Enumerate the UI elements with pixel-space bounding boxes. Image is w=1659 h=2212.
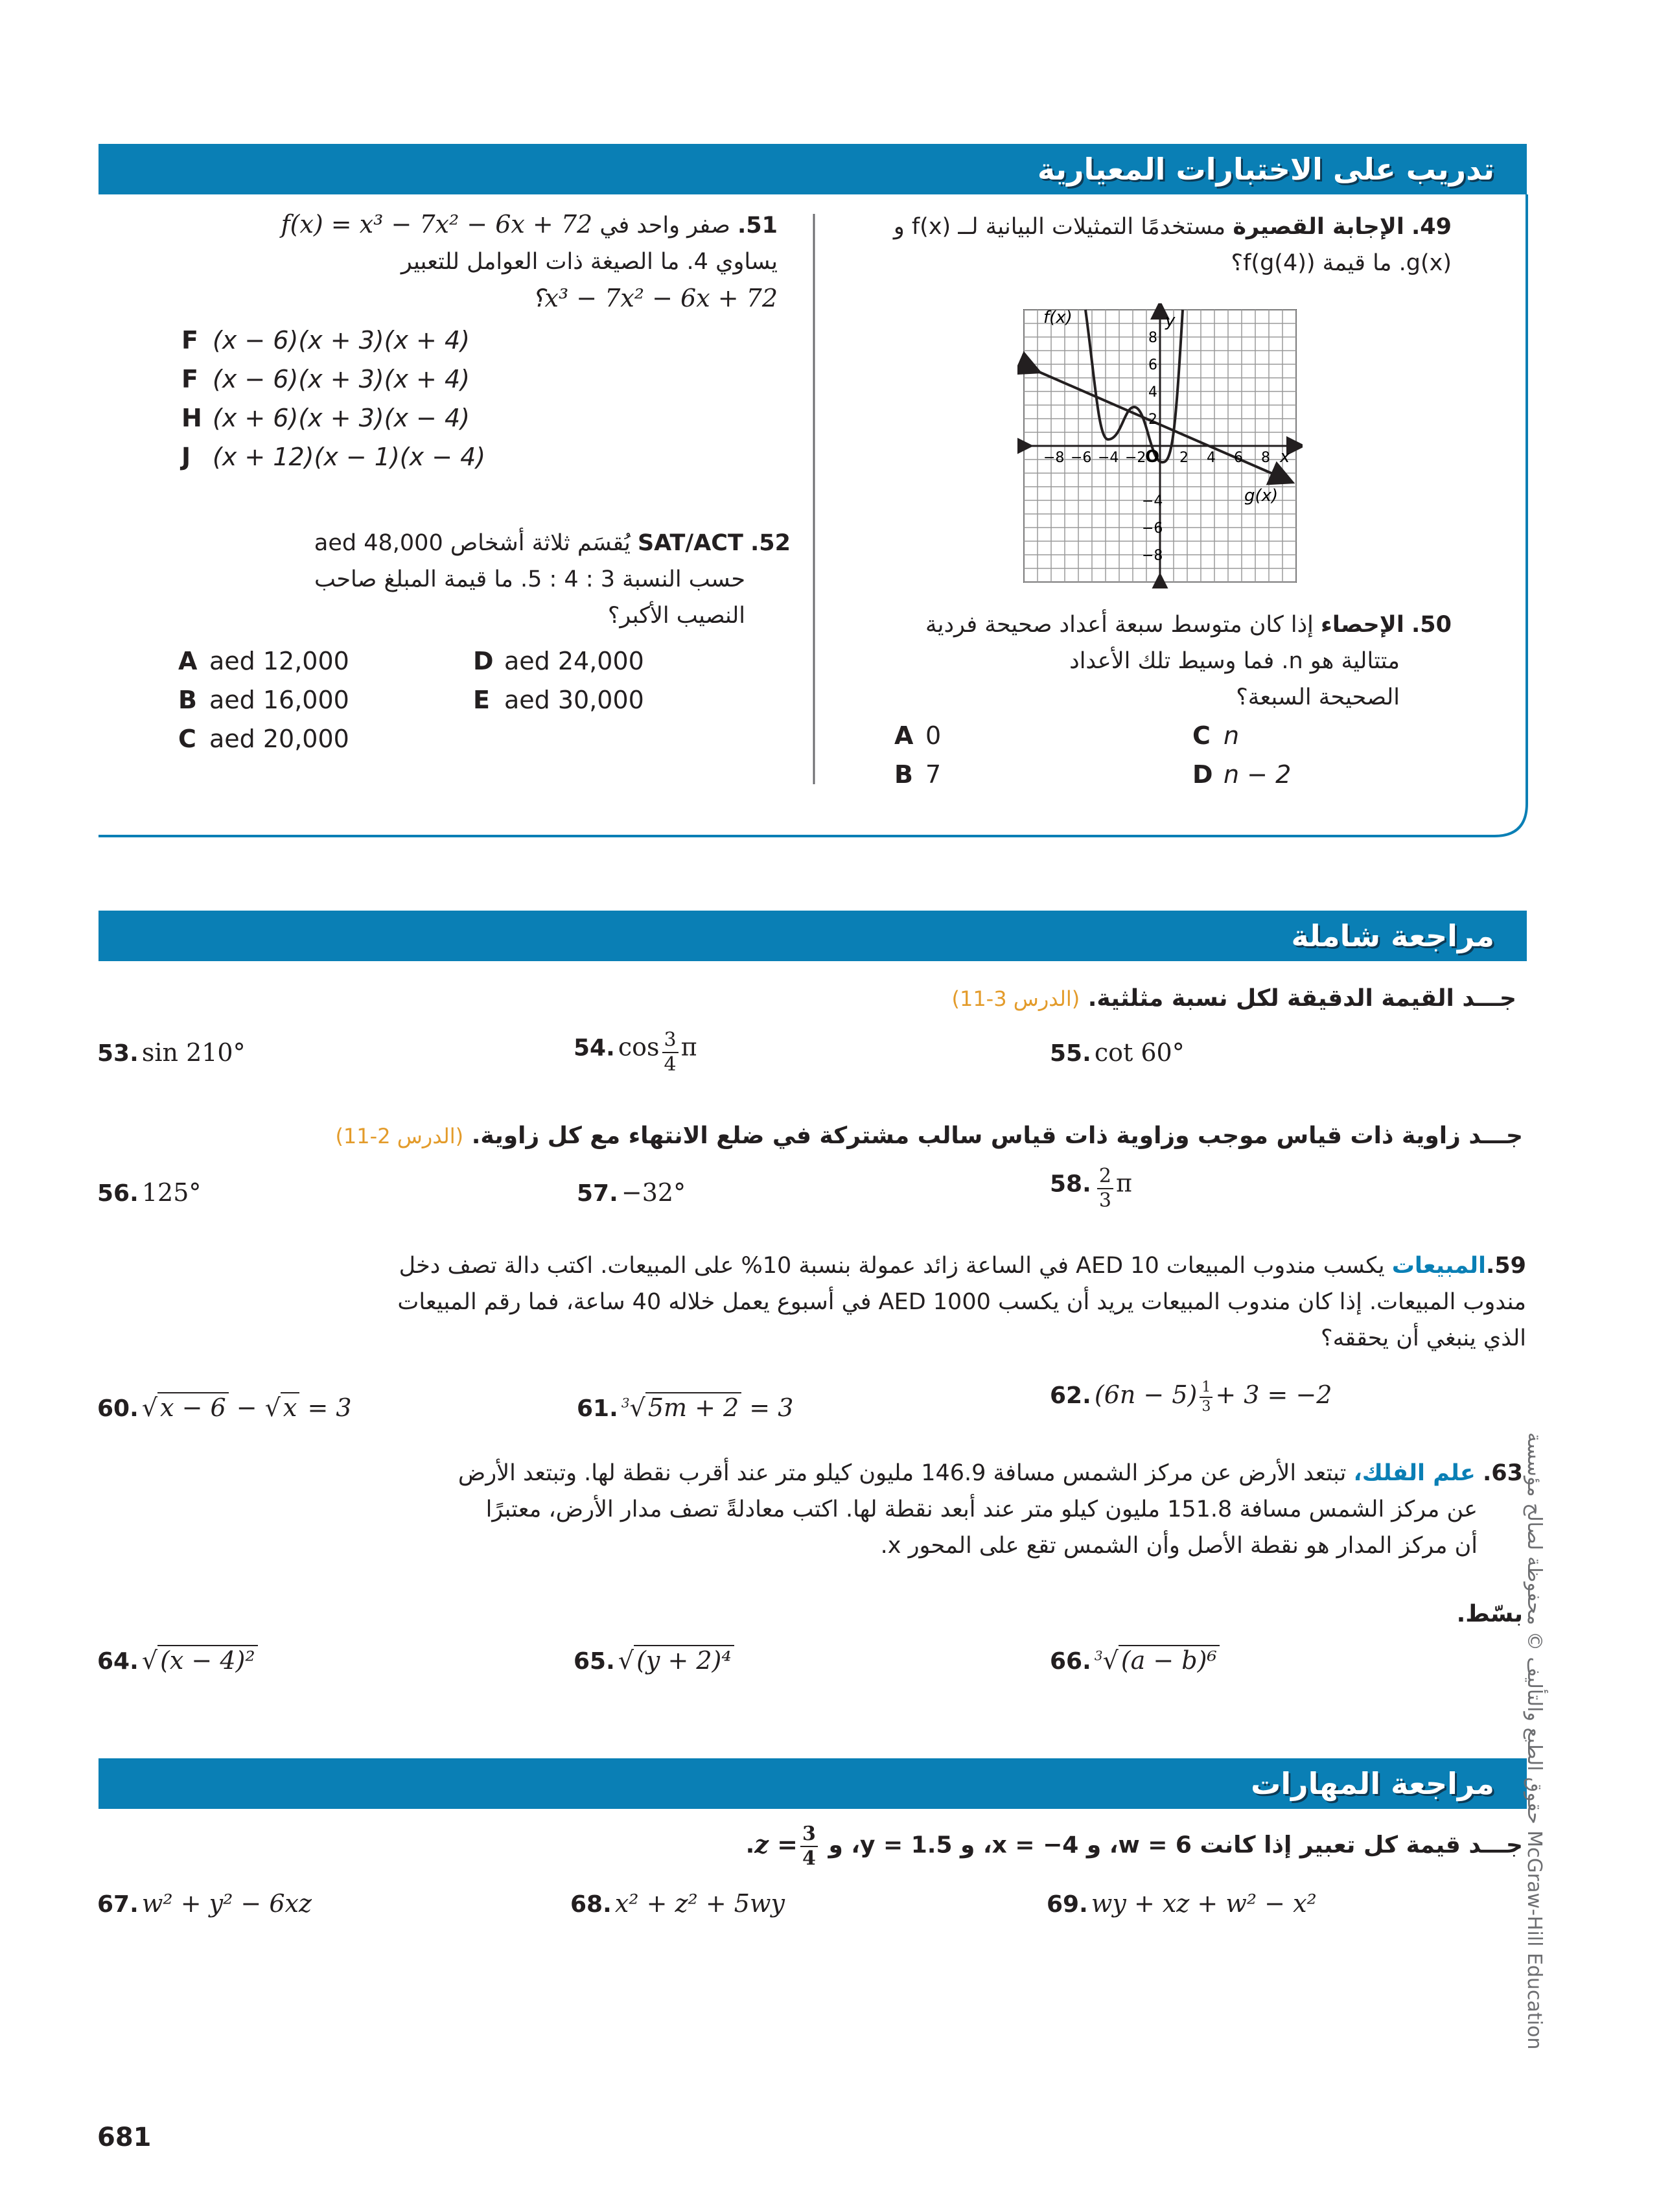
instruction-2: جـــد زاوية ذات قياس موجب وزاوية ذات قياس سالب مشتركة في ضلع الانتهاء مع كل زاوية. (الدرس 2-11): [335, 1123, 1523, 1149]
x-tick-label: −4: [1098, 450, 1119, 466]
answer-option-D[interactable]: D aed 24,000: [473, 647, 644, 675]
answer-option-C[interactable]: C n: [1192, 721, 1240, 750]
question-49: [842, 209, 1452, 281]
side-credit: حقوق الطبع والتأليف © محفوظة لصالح مؤسسة McGraw-Hill Education: [1523, 1432, 1546, 2050]
answer-option-D[interactable]: D n − 2: [1192, 760, 1292, 789]
y-tick-label: 8: [1148, 330, 1157, 346]
x-tick-label: 4: [1207, 450, 1216, 466]
fx-label: f(x): [1043, 308, 1073, 327]
question-keyword: الإجابة القصيرة: [1233, 214, 1404, 240]
problem-69: 69. wy + xz + w² − x²: [1047, 1889, 1317, 1918]
x-axis-label: x: [1280, 447, 1290, 467]
problem-58: 58. $\frac{2}{3}$ π: [1050, 1165, 1132, 1212]
problem-66: 66. $^3$√ (a − b)⁶: [1050, 1646, 1220, 1675]
problem-62: 62. (6n − 5) $\frac{1}{3}$ + 3 = −2: [1050, 1379, 1332, 1415]
x-tick-label: 2: [1179, 450, 1189, 466]
question-keyword: علم الفلك،: [1353, 1460, 1476, 1486]
question-text-line: يُقسَم ثلاثة أشخاص aed 48,000: [314, 530, 631, 556]
y-tick-label: −4: [1142, 493, 1163, 509]
question-text-line: الصحيحة السبعة؟: [1236, 684, 1400, 710]
question-math: f(x) = x³ − 7x² − 6x + 72: [281, 210, 593, 239]
answer-option-A[interactable]: A aed 12,000: [178, 647, 349, 675]
problem-60: 60. √ x − 6 − √ x = 3: [97, 1393, 352, 1422]
question-51: [194, 206, 778, 316]
y-tick-label: −6: [1142, 520, 1163, 537]
y-tick-label: 4: [1148, 384, 1157, 401]
y-tick-label: 6: [1148, 357, 1157, 373]
question-keyword: SAT/ACT: [637, 530, 743, 556]
y-axis-label: y: [1165, 311, 1176, 331]
question-50: [842, 607, 1452, 716]
question-52: [194, 525, 791, 634]
section-title: مراجعة شاملة: [1291, 918, 1494, 953]
x-tick-label: −6: [1071, 450, 1092, 466]
question-59: 59.المبيعات يكسب مندوب المبيعات AED 10 في الساعة زائد عمولة بنسبة 10% على المبيعات. اكتب دالة تصف دخل مندوب المبيعات. إذا كان مندوب المبيعات يريد أن يكسب AED 1000 في أسبوع يعمل خلاله 40 ساعة، فما رقم المبيعات الذي ينبغي أن يحققه؟: [397, 1253, 1526, 1351]
answer-option-E[interactable]: E aed 30,000: [473, 686, 644, 714]
origin-label: O: [1145, 447, 1160, 467]
section-banner-skills: [99, 1758, 1527, 1809]
y-tick-label: 2: [1148, 412, 1157, 428]
instruction-1: جـــد القيمة الدقيقة لكل نسبة مثلثية. (الدرس 3-11): [951, 985, 1516, 1012]
answer-option-H[interactable]: H (x + 6)(x + 3)(x − 4): [181, 404, 470, 432]
answer-option-B[interactable]: B 7: [894, 760, 942, 789]
answer-option-C[interactable]: C aed 20,000: [178, 725, 349, 753]
question-number: 51.: [737, 213, 778, 239]
problem-64: 64. √ (x − 4)²: [97, 1646, 258, 1675]
answer-option-F[interactable]: F (x − 6)(x + 3)(x + 4): [181, 326, 470, 355]
section-banner-spiral: [99, 911, 1527, 961]
problem-55: 55. cot 60°: [1050, 1038, 1185, 1067]
problem-57: 57. −32°: [577, 1178, 686, 1207]
x-tick-label: −2: [1125, 450, 1146, 466]
y-tick-label: −8: [1142, 548, 1163, 564]
question-text-line: صفر واحد في: [599, 213, 730, 239]
question-keyword: الإحصاء: [1321, 612, 1404, 638]
problem-54: 54. cos $\frac{3}{4}$ π: [574, 1029, 697, 1076]
function-graph: [1017, 303, 1303, 588]
problem-61: 61. $^3$√ 5m + 2 = 3: [577, 1393, 794, 1422]
page-number: 681: [97, 2123, 152, 2152]
problem-56: 56. 125°: [97, 1178, 202, 1207]
gx-label: g(x): [1244, 486, 1279, 506]
instruction-3: بسّط.: [1456, 1601, 1523, 1627]
answer-option-A[interactable]: A 0: [894, 721, 942, 750]
question-text-line: مستخدمًا التمثيلات البيانية لــ f(x) و: [893, 214, 1226, 240]
answer-option-J[interactable]: J (x + 12)(x − 1)(x − 4): [181, 443, 486, 471]
x-tick-label: 8: [1261, 450, 1270, 466]
problem-65: 65. √ (y + 2)⁴: [574, 1646, 734, 1675]
x-tick-label: 6: [1234, 450, 1243, 466]
lesson-ref: (الدرس 3-11): [951, 986, 1080, 1011]
question-text-line: g(x). ما قيمة f(g(4))؟: [1231, 250, 1452, 276]
question-keyword: المبيعات: [1391, 1253, 1486, 1279]
x-tick-label: −8: [1043, 450, 1065, 466]
problem-67: 67. w² + y² − 6xz: [97, 1889, 312, 1918]
question-number: 50.: [1411, 612, 1452, 638]
problem-68: 68. x² + z² + 5wy: [570, 1889, 785, 1918]
question-text-line: حسب النسبة 3 : 4 : 5. ما قيمة المبلغ صاحب: [314, 566, 745, 592]
lesson-ref: (الدرس 2-11): [335, 1124, 464, 1148]
problem-53: 53. sin 210°: [97, 1038, 246, 1067]
question-63: 63. علم الفلك، تبتعد الأرض عن مركز الشمس مسافة 146.9 مليون كيلو متر عند أقرب نقطة لها. وتبتعد الأرض عن مركز الشمس مسافة 151.8 مليون كيلو متر عند أبعد نقطة لها. اكتب معادلةً تصف مدار الأرض، معتبرًا أن مركز المدار هو نقطة الأصل وأن الشمس تقع على المحور x.: [458, 1460, 1523, 1559]
question-text-line: إذا كان متوسط سبعة أعداد صحيحة فردية: [925, 612, 1314, 638]
question-number: .52: [750, 530, 791, 556]
question-text-line: النصيب الأكبر؟: [607, 603, 745, 629]
question-text-line: متتالية هو n. فما وسيط تلك الأعداد: [1069, 648, 1400, 674]
answer-option-F[interactable]: F (x − 6)(x + 3)(x + 4): [181, 365, 470, 393]
instruction-4: جـــد قيمة كل تعبير إذا كانت w = 6، و x = −4، و y = 1.5، و z = $\frac{3}{4}$ .: [745, 1822, 1523, 1870]
section-title: مراجعة المهارات: [1251, 1766, 1494, 1801]
question-number: 49.: [1411, 214, 1452, 240]
question-text-line: يساوي 4. ما الصيغة ذات العوامل للتعبير: [400, 249, 778, 275]
answer-option-B[interactable]: B aed 16,000: [178, 686, 349, 714]
section-title: تدريب على الاختبارات المعيارية: [1037, 152, 1494, 187]
question-math: x³ − 7x² − 6x + 72؟: [531, 284, 778, 312]
